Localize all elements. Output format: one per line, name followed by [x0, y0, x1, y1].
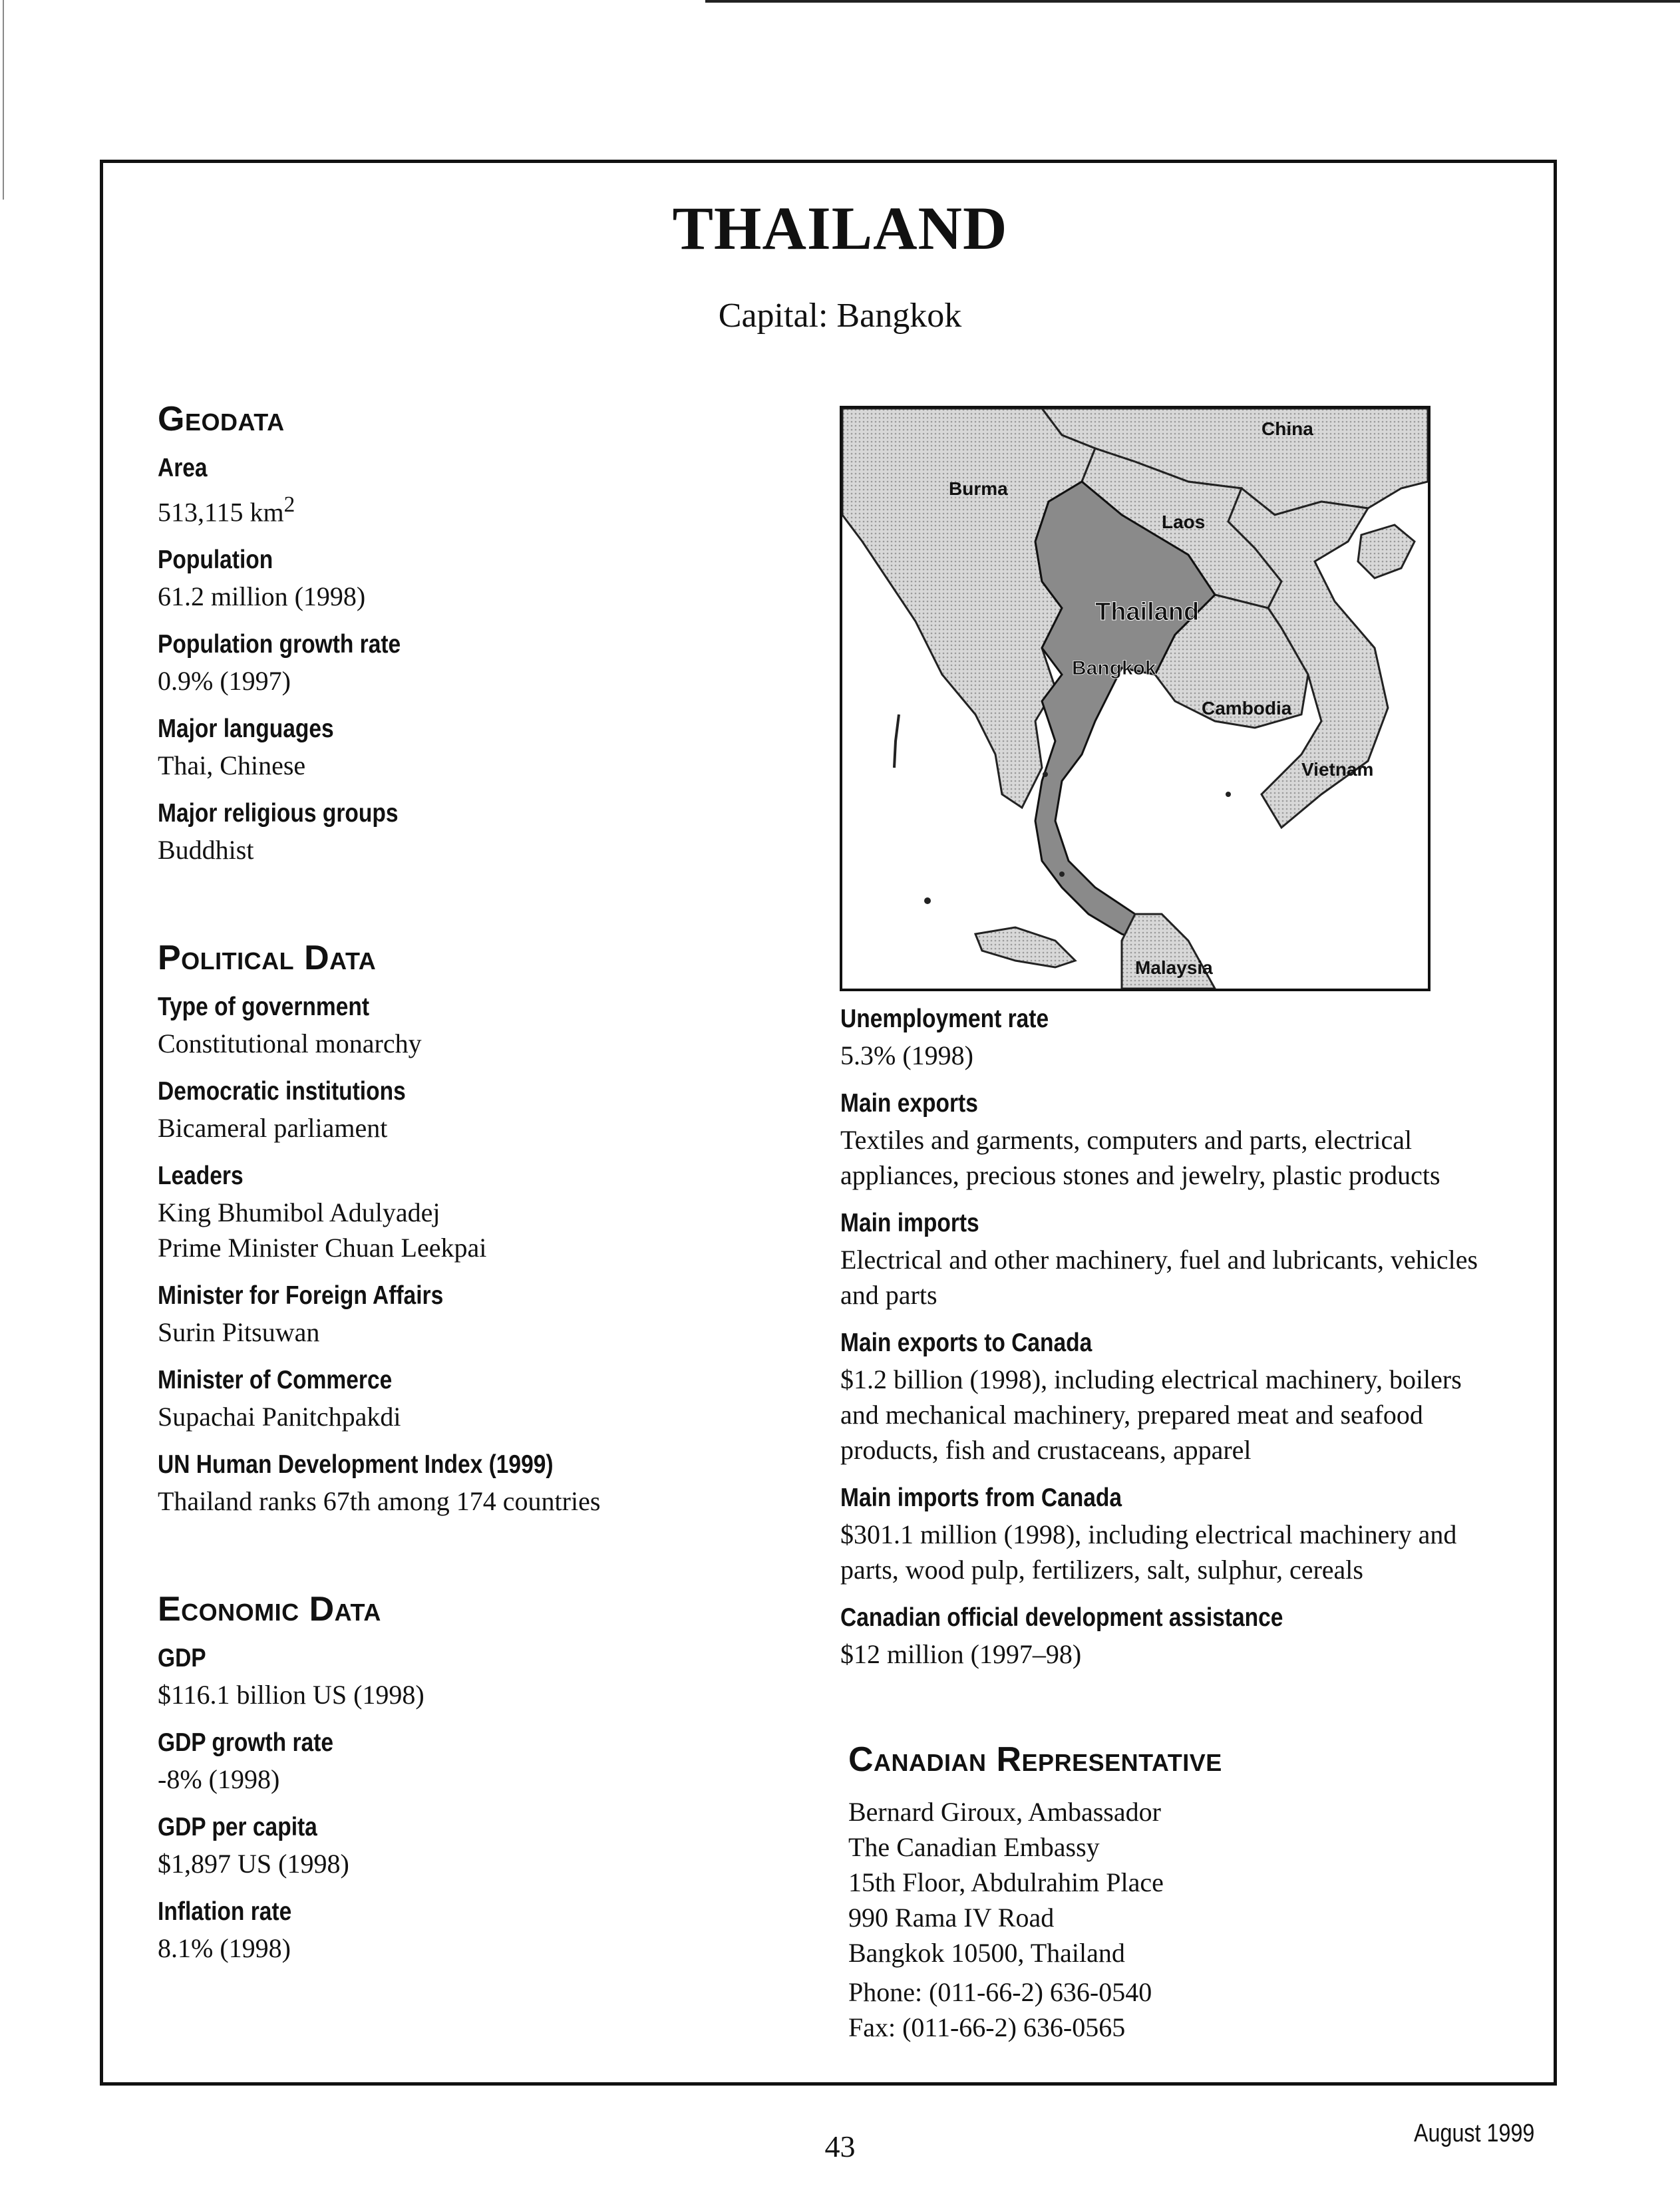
languages-label: Major languages	[158, 714, 334, 744]
oda-label: Canadian official development assistance	[840, 1603, 1283, 1632]
map-svg	[842, 408, 1428, 989]
institutions-label: Democratic institutions	[158, 1077, 406, 1106]
thailand-map	[840, 406, 1430, 991]
leaders-value	[158, 1195, 823, 1265]
canadian-representative	[848, 1740, 1514, 2045]
imports-label: Main imports	[840, 1209, 979, 1237]
scan-edge	[3, 0, 4, 200]
rep-fax: Fax: (011-66-2) 636-0565	[848, 2012, 1126, 2042]
island-dot	[1059, 871, 1065, 877]
foreign-minister-label: Minister for Foreign Affairs	[158, 1281, 444, 1311]
capital-line: Capital: Bangkok	[718, 297, 962, 335]
gdp-label: GDP	[158, 1644, 206, 1673]
economic-heading: Economic Data	[158, 1590, 381, 1629]
leader-king: King Bhumibol Adulyadej	[158, 1197, 440, 1228]
exports-value: Textiles and garments, computers and parts, electrical appliances, precious stones and jewelry, plastic products	[840, 1125, 1440, 1190]
unemployment-value: 5.3% (1998)	[840, 1040, 973, 1070]
page-title: THAILAND	[672, 194, 1008, 262]
label-burma: Burma	[949, 478, 1008, 499]
gdp-capita-label: GDP per capita	[158, 1813, 317, 1842]
gdp-growth-value: -8% (1998)	[158, 1764, 280, 1795]
spacer	[158, 883, 823, 938]
imports-canada-label: Main imports from Canada	[840, 1484, 1122, 1512]
inflation-label: Inflation rate	[158, 1897, 292, 1927]
government-label: Type of government	[158, 993, 370, 1022]
gdp-growth-label: GDP growth rate	[158, 1728, 334, 1758]
island-dot	[924, 897, 931, 904]
leaders-label: Leaders	[158, 1162, 244, 1191]
foreign-minister-value: Surin Pitsuwan	[158, 1317, 320, 1348]
label-cambodia: Cambodia	[1202, 698, 1292, 718]
label-thailand: Thailand	[1095, 598, 1200, 626]
leader-pm: Prime Minister Chuan Leekpai	[158, 1233, 487, 1263]
area-superscript: 2	[283, 492, 295, 517]
spacer	[158, 1535, 823, 1589]
exports-label: Main exports	[840, 1089, 978, 1118]
label-laos: Laos	[1162, 512, 1206, 532]
rep-city: Bangkok 10500, Thailand	[848, 1938, 1125, 1968]
rep-phone: Phone: (011-66-2) 636-0540	[848, 1977, 1152, 2007]
area-value	[158, 487, 823, 530]
exports-canada-value: $1.2 billion (1998), including electrical machinery, boilers and mechanical machinery, prepared meat and seafood products, fish and crustaceans, apparel	[840, 1364, 1462, 1465]
population-label: Population	[158, 546, 273, 575]
religions-value: Buddhist	[158, 835, 254, 865]
rep-street: 990 Rama IV Road	[848, 1903, 1055, 1933]
issue-date: August 1999	[1414, 2120, 1535, 2147]
sumatra-shape	[975, 927, 1075, 967]
institutions-value: Bicameral parliament	[158, 1113, 388, 1144]
imports-canada-value: $301.1 million (1998), including electrical machinery and parts, wood pulp, fertilizers, salt, sulphur, cereals	[840, 1519, 1457, 1585]
exports-canada-label: Main exports to Canada	[840, 1329, 1092, 1357]
hainan-shape	[1358, 525, 1415, 578]
gdp-capita-value: $1,897 US (1998)	[158, 1849, 349, 1879]
area-number: 513,115 km	[158, 497, 284, 528]
hdi-value: Thailand ranks 67th among 174 countries	[158, 1486, 601, 1517]
right-column	[840, 1005, 1506, 1688]
andaman-islands	[894, 714, 899, 768]
political-heading: Political Data	[158, 939, 377, 978]
imports-value: Electrical and other machinery, fuel and lubricants, vehicles and parts	[840, 1245, 1478, 1310]
page-number: 43	[824, 2129, 856, 2163]
growth-value: 0.9% (1997)	[158, 666, 291, 697]
island-dot	[1226, 792, 1231, 797]
left-column	[158, 399, 823, 1982]
gdp-value: $116.1 billion US (1998)	[158, 1680, 424, 1710]
government-value: Constitutional monarchy	[158, 1028, 422, 1059]
representative-heading: Canadian Representative	[848, 1740, 1222, 1779]
island-dot	[1043, 772, 1048, 777]
rep-name: Bernard Giroux, Ambassador	[848, 1797, 1161, 1827]
oda-value: $12 million (1997–98)	[840, 1639, 1082, 1669]
growth-label: Population growth rate	[158, 630, 401, 659]
hdi-label: UN Human Development Index (1999)	[158, 1450, 554, 1480]
label-bangkok: Bangkok	[1072, 657, 1156, 679]
rep-org: The Canadian Embassy	[848, 1832, 1100, 1862]
label-malaysia: Malaysia	[1135, 957, 1213, 978]
area-label: Area	[158, 454, 208, 482]
geodata-heading: Geodata	[158, 400, 285, 438]
rep-floor: 15th Floor, Abdulrahim Place	[848, 1867, 1164, 1897]
religions-label: Major religious groups	[158, 799, 399, 828]
commerce-minister-label: Minister of Commerce	[158, 1366, 393, 1395]
label-china: China	[1261, 418, 1313, 439]
top-rule	[705, 0, 1680, 3]
languages-value: Thai, Chinese	[158, 750, 306, 781]
population-value: 61.2 million (1998)	[158, 581, 366, 612]
unemployment-label: Unemployment rate	[840, 1005, 1049, 1033]
label-vietnam: Vietnam	[1301, 759, 1374, 780]
commerce-minister-value: Supachai Panitchpakdi	[158, 1402, 401, 1432]
inflation-value: 8.1% (1998)	[158, 1933, 291, 1964]
